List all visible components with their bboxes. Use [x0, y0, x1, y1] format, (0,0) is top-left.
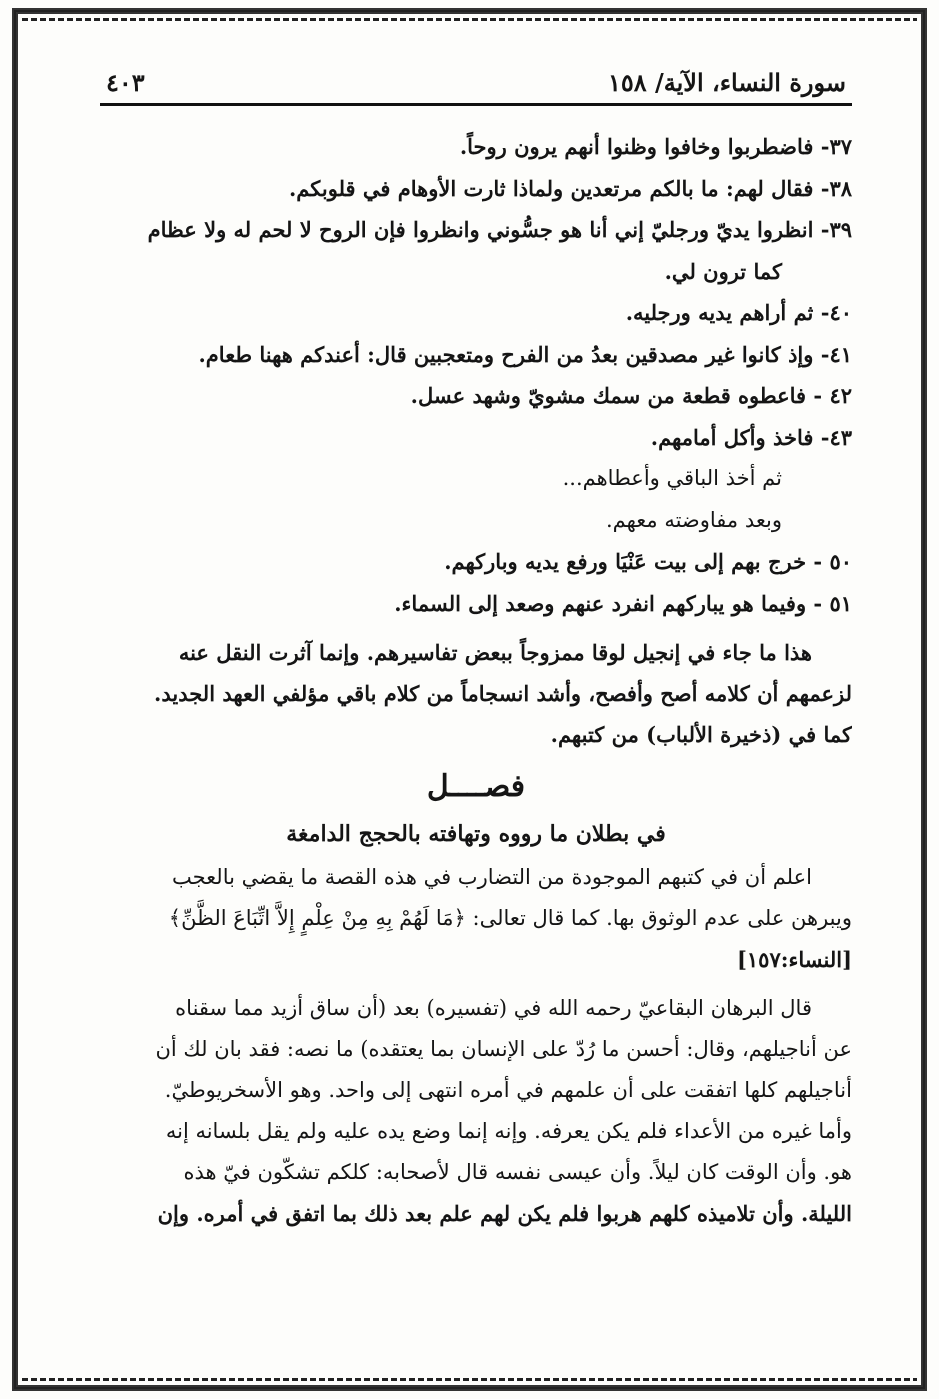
interlude-line-2: وبعد مفاوضته معهم.	[605, 507, 782, 532]
verse-37: ٣٧- فاضطربوا وخافوا وظنوا أنهم يرون روحاً.	[459, 134, 852, 159]
running-header	[100, 62, 852, 106]
paragraph-biqai-quote	[100, 988, 852, 1234]
verse-50: ٥٠ - خرج بهم إلى بيت عَنْيَا ورفع يديه وباركهم.	[444, 549, 852, 574]
section-subtitle: في بطلان ما رووه وتهافته بالحجج الدامغة	[286, 821, 666, 847]
verse-40: ٤٠- ثم أراهم يديه ورجليه.	[625, 300, 852, 325]
paragraph-line	[100, 632, 852, 673]
quran-citation: [النساء:١٥٧]	[736, 947, 852, 972]
paragraph-luke-source	[100, 632, 852, 755]
paragraph-line: أناجيلهم كلها اتفقت على أن علمهم في أمره انتهى إلى واحد. وهو الأسخريوطيّ.	[164, 1078, 852, 1102]
interlude-line-1: ثم أخذ الباقي وأعطاهم...	[562, 466, 782, 490]
paragraph-line-text: قال البرهان البقاعيّ رحمه الله في (تفسيره) بعد (أن ساق أزيد مما سقناه	[175, 996, 812, 1020]
paragraph-line: هو. وأن الوقت كان ليلاً. وأن عيسى نفسه قال لأصحابه: كلكم تشكّون فيّ هذه	[183, 1160, 852, 1184]
paragraph-line: ويبرهن على عدم الوثوق بها. كما قال تعالى: ﴿مَا لَهُمْ بِهِ مِنْ عِلْمٍ إِلاَّ اتِّبَاعَ الظَّنِّ﴾	[168, 906, 852, 930]
verse-43: ٤٣- فاخذ وأكل أمامهم.	[650, 424, 852, 450]
verse-42: ٤٢ - فاعطوه قطعة من سمك مشويّ وشهد عسل.	[410, 383, 852, 408]
paragraph-line: كما في (ذخيرة الألباب) من كتبهم.	[550, 722, 852, 747]
paragraph-line: وأما غيره من الأعداء فلم يكن يعرفه. وإنه إنما وضع يده عليه ولم يقل بلسانه إنه	[165, 1119, 852, 1143]
verse-41: ٤١- وإذ كانوا غير مصدقين بعدُ من الفرح ومتعجبين قال: أعندكم ههنا طعام.	[198, 341, 852, 367]
verse-39: ٣٩- انظروا يديّ ورجليّ إني أنا هو جسُّوني وانظروا فإن الروح لا لحم له ولا عظام	[147, 217, 852, 242]
verse-38: ٣٨- فقال لهم: ما بالكم مرتعدين ولماذا ثارت الأوهام في قلوبكم.	[289, 175, 852, 201]
page-number: ٤٠٣	[106, 68, 145, 97]
verse-51: ٥١ - وفيما هو يباركهم انفرد عنهم وصعد إلى السماء.	[394, 590, 852, 616]
verse-39-continued: كما ترون لي.	[664, 258, 782, 284]
paragraph-line	[100, 988, 852, 1029]
paragraph-contradictions	[100, 857, 852, 980]
book-page	[100, 62, 852, 1234]
paragraph-line	[100, 857, 852, 898]
section-title: فصــــل	[426, 769, 526, 804]
header-title: سورة النساء، الآية/ ١٥٨	[607, 68, 846, 97]
paragraph-line-text: اعلم أن في كتبهم الموجودة من التضارب في هذه القصة ما يقضي بالعجب	[172, 865, 812, 889]
paragraph-line: الليلة. وأن تلاميذه كلهم هربوا فلم يكن لهم علم بعد ذلك بما اتفق في أمره. وإن	[157, 1201, 852, 1226]
paragraph-line: لزعمهم أن كلامه أصح وأفصح، وأشد انسجاماً من كلام باقي مؤلفي العهد الجديد.	[154, 681, 852, 706]
paragraph-line-text: هذا ما جاء في إنجيل لوقا ممزوجاً ببعض تفاسيرهم. وإنما آثرت النقل عنه	[178, 640, 812, 665]
paragraph-line: عن أناجيلهم، وقال: أحسن ما رُدّ على الإنسان بما يعتقده) ما نصه: فقد بان لك أن	[155, 1037, 852, 1061]
verse-list	[100, 126, 852, 624]
